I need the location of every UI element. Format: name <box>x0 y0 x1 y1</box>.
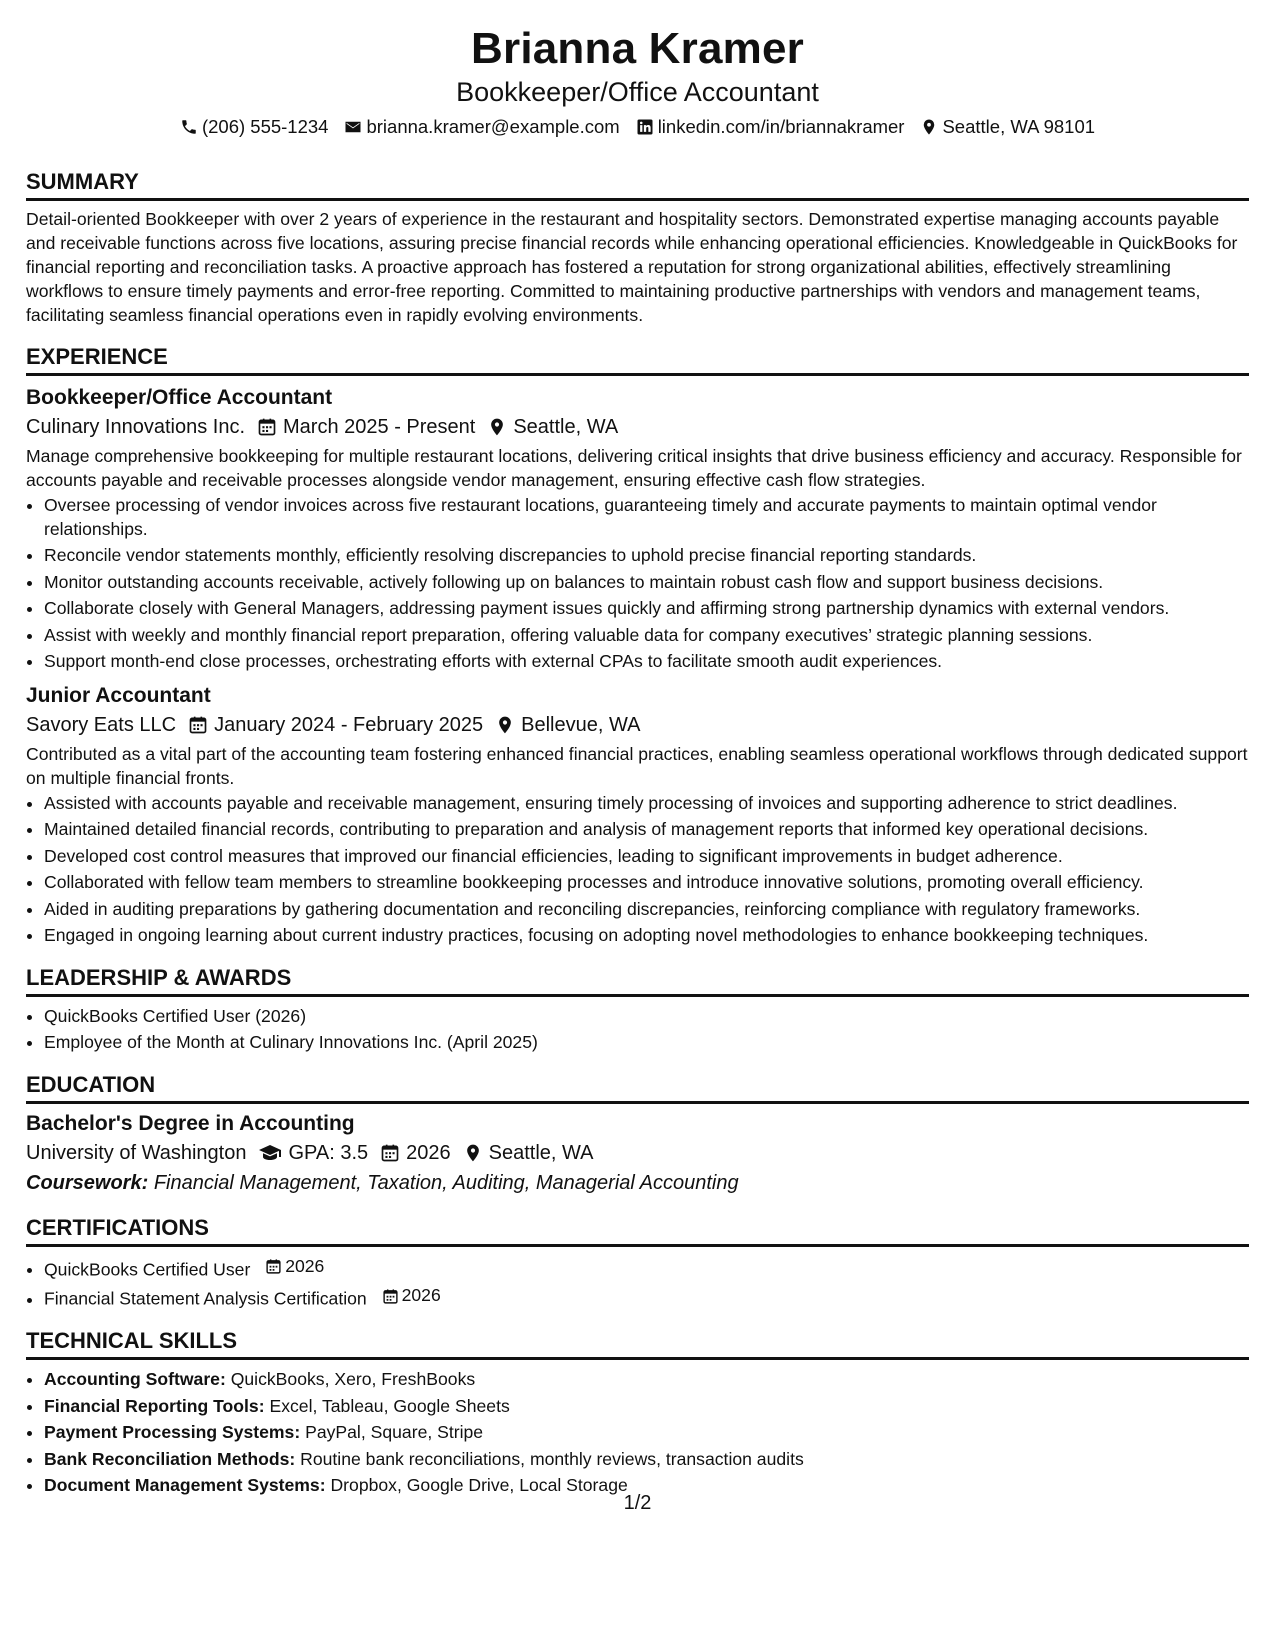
summary-text: Detail-oriented Bookkeeper with over 2 years of experience in the restaurant and hospitality sectors. Demonstrated expertise managing accounts payable and receivable functions across five locations, assuring precise financial records while enhancing operational efficiencies. Knowledgeable in QuickBooks for financial reporting and reconciliation tasks. A proactive approach has fostered a reputation for strong organizational abilities, effectively streamlining workflows to ensure timely payments and error-free reporting. Committed to maintaining productive partnerships with vendors and management teams, facilitating seamless financial operations even in rapidly evolving environments. <box>26 209 1238 325</box>
summary-section <box>26 168 1249 327</box>
skill-label: Bank Reconciliation Methods: <box>44 1448 296 1469</box>
resume-page <box>26 22 1249 1501</box>
skill-label: Accounting Software: <box>44 1369 226 1389</box>
job-location: Seattle, WA <box>513 416 619 438</box>
skill-value: Dropbox, Google Drive, Local Storage <box>330 1475 628 1495</box>
calendar-icon <box>380 1143 400 1163</box>
awards-list <box>26 1005 1249 1055</box>
email-text: brianna.kramer@example.com <box>366 116 620 137</box>
school-location: Seattle, WA <box>488 1141 594 1164</box>
education-section <box>26 1071 1249 1198</box>
job-dates: March 2025 - Present <box>283 416 476 438</box>
contact-phone[interactable] <box>180 114 329 140</box>
list-item: • Reconcile vendor statements monthly, efficiently resolving discrepancies to uphold precise financial reporting standards. <box>44 544 1249 568</box>
section-heading: LEADERSHIP & AWARDS <box>26 964 1249 997</box>
degree-title: Bachelor's Degree in Accounting <box>26 1111 355 1135</box>
map-pin-icon <box>463 1143 483 1163</box>
education-meta <box>26 1138 1249 1168</box>
skills-section <box>26 1327 1249 1498</box>
list-item: • Assist with weekly and monthly financial report preparation, offering valuable data for company executives’ strategic planning sessions. <box>44 624 1249 648</box>
contact-bar <box>26 114 1249 140</box>
job-meta <box>26 710 1249 740</box>
company-name: Savory Eats LLC <box>26 713 177 736</box>
coursework-label: Coursework: <box>26 1171 149 1194</box>
skills-list <box>26 1368 1249 1498</box>
calendar-icon <box>382 1288 399 1305</box>
job-meta <box>26 412 1249 442</box>
awards-section <box>26 964 1249 1055</box>
section-heading: CERTIFICATIONS <box>26 1214 1249 1247</box>
candidate-name: Brianna Kramer <box>471 24 804 73</box>
calendar-icon <box>265 1258 282 1275</box>
list-item: • QuickBooks Certified User (2026) <box>44 1005 1249 1029</box>
skill-label: Payment Processing Systems: <box>44 1422 301 1442</box>
certifications-section <box>26 1214 1249 1312</box>
list-item: • Employee of the Month at Culinary Innovations Inc. (April 2025) <box>44 1031 1249 1055</box>
linkedin-icon <box>636 118 654 136</box>
contact-email[interactable] <box>344 114 619 140</box>
map-pin-icon <box>920 118 938 136</box>
list-item <box>44 1448 1249 1472</box>
resume-header <box>26 22 1249 140</box>
list-item <box>44 1255 1249 1282</box>
coursework-text: Financial Management, Taxation, Auditing, Managerial Accounting <box>153 1171 739 1194</box>
map-pin-icon <box>487 417 507 437</box>
school-name: University of Washington <box>26 1141 247 1164</box>
phone-icon <box>180 118 198 136</box>
certification-year: 2026 <box>285 1255 325 1276</box>
skill-label: Financial Reporting Tools: <box>44 1395 265 1416</box>
list-item: • Engaged in ongoing learning about current industry practices, focusing on adopting novel methodologies to enhance bookkeeping techniques. <box>44 924 1249 948</box>
calendar-icon <box>188 715 208 735</box>
list-item: • Aided in auditing preparations by gathering documentation and reconciling discrepancies, reinforcing compliance with regulatory frameworks. <box>44 898 1249 922</box>
graduation-year: 2026 <box>406 1141 451 1164</box>
list-item <box>44 1284 1249 1311</box>
graduation-cap-icon <box>258 1141 282 1165</box>
page-number: 1/2 <box>623 1492 652 1514</box>
certification-year: 2026 <box>401 1285 441 1306</box>
section-heading: EDUCATION <box>26 1071 1249 1104</box>
job-title: Bookkeeper/Office Accountant <box>26 386 333 409</box>
contact-linkedin[interactable] <box>636 114 905 140</box>
list-item: • Support month-end close processes, orchestrating efforts with external CPAs to facilitate smooth audit experiences. <box>44 650 1249 674</box>
certification-name: QuickBooks Certified User <box>44 1258 251 1279</box>
company-name: Culinary Innovations Inc. <box>26 416 246 438</box>
gpa-text: GPA: 3.5 <box>288 1141 369 1164</box>
section-heading: EXPERIENCE <box>26 343 1249 376</box>
certifications-list <box>26 1255 1249 1312</box>
job-dates: January 2024 - February 2025 <box>214 713 484 736</box>
job-location: Bellevue, WA <box>521 713 641 736</box>
job-entry <box>26 384 1249 674</box>
job-entry <box>26 682 1249 948</box>
job-description: Manage comprehensive bookkeeping for multiple restaurant locations, delivering critical insights that drive business efficiency and accuracy. Responsible for accounts payable and receivable processes alongside vendor management, ensuring effective cash flow strategies. <box>26 446 1242 490</box>
experience-section <box>26 343 1249 948</box>
section-heading: SUMMARY <box>26 168 1249 201</box>
list-item: • Developed cost control measures that improved our financial efficiencies, leading to significant improvements in budget adherence. <box>44 845 1249 869</box>
skill-value: QuickBooks, Xero, FreshBooks <box>230 1369 476 1389</box>
location-text: Seattle, WA 98101 <box>942 116 1096 137</box>
envelope-icon <box>344 118 362 136</box>
list-item <box>44 1368 1249 1392</box>
list-item: • Collaborate closely with General Managers, addressing payment issues quickly and affirming strong partnership dynamics with external vendors. <box>44 597 1249 621</box>
coursework-line <box>26 1168 1249 1198</box>
list-item: • Oversee processing of vendor invoices across five restaurant locations, guaranteeing timely and accurate payments to maintain optimal vendor relationships. <box>44 494 1249 541</box>
contact-location <box>920 114 1095 140</box>
phone-text: (206) 555-1234 <box>201 116 329 137</box>
certification-name: Financial Statement Analysis Certification <box>44 1288 367 1309</box>
job-title: Junior Accountant <box>26 683 211 707</box>
skill-value: Routine bank reconciliations, monthly reviews, transaction audits <box>300 1448 804 1469</box>
list-item: • Collaborated with fellow team members to streamline bookkeeping processes and introduce innovative solutions, promoting overall efficiency. <box>44 871 1249 895</box>
section-heading: TECHNICAL SKILLS <box>26 1327 1249 1360</box>
list-item: • Monitor outstanding accounts receivable, actively following up on balances to maintain robust cash flow and support business decisions. <box>44 571 1249 595</box>
job-bullets <box>26 792 1249 948</box>
list-item: • Maintained detailed financial records, contributing to preparation and analysis of management reports that informed key operational decisions. <box>44 818 1249 842</box>
skill-value: Excel, Tableau, Google Sheets <box>269 1395 510 1416</box>
candidate-title: Bookkeeper/Office Accountant <box>456 77 819 107</box>
linkedin-text: linkedin.com/in/briannakramer <box>657 116 905 137</box>
list-item: • Assisted with accounts payable and receivable management, ensuring timely processing of invoices and supporting adherence to strict deadlines. <box>44 792 1249 816</box>
calendar-icon <box>257 417 277 437</box>
skill-value: PayPal, Square, Stripe <box>305 1422 484 1442</box>
list-item <box>44 1395 1249 1419</box>
job-description: Contributed as a vital part of the accounting team fostering enhanced financial practices, enabling seamless operational workflows through dedicated support on multiple financial fronts. <box>26 743 1248 788</box>
skill-label: Document Management Systems: <box>44 1475 326 1495</box>
map-pin-icon <box>495 715 515 735</box>
job-bullets <box>26 494 1249 674</box>
list-item <box>44 1421 1249 1445</box>
